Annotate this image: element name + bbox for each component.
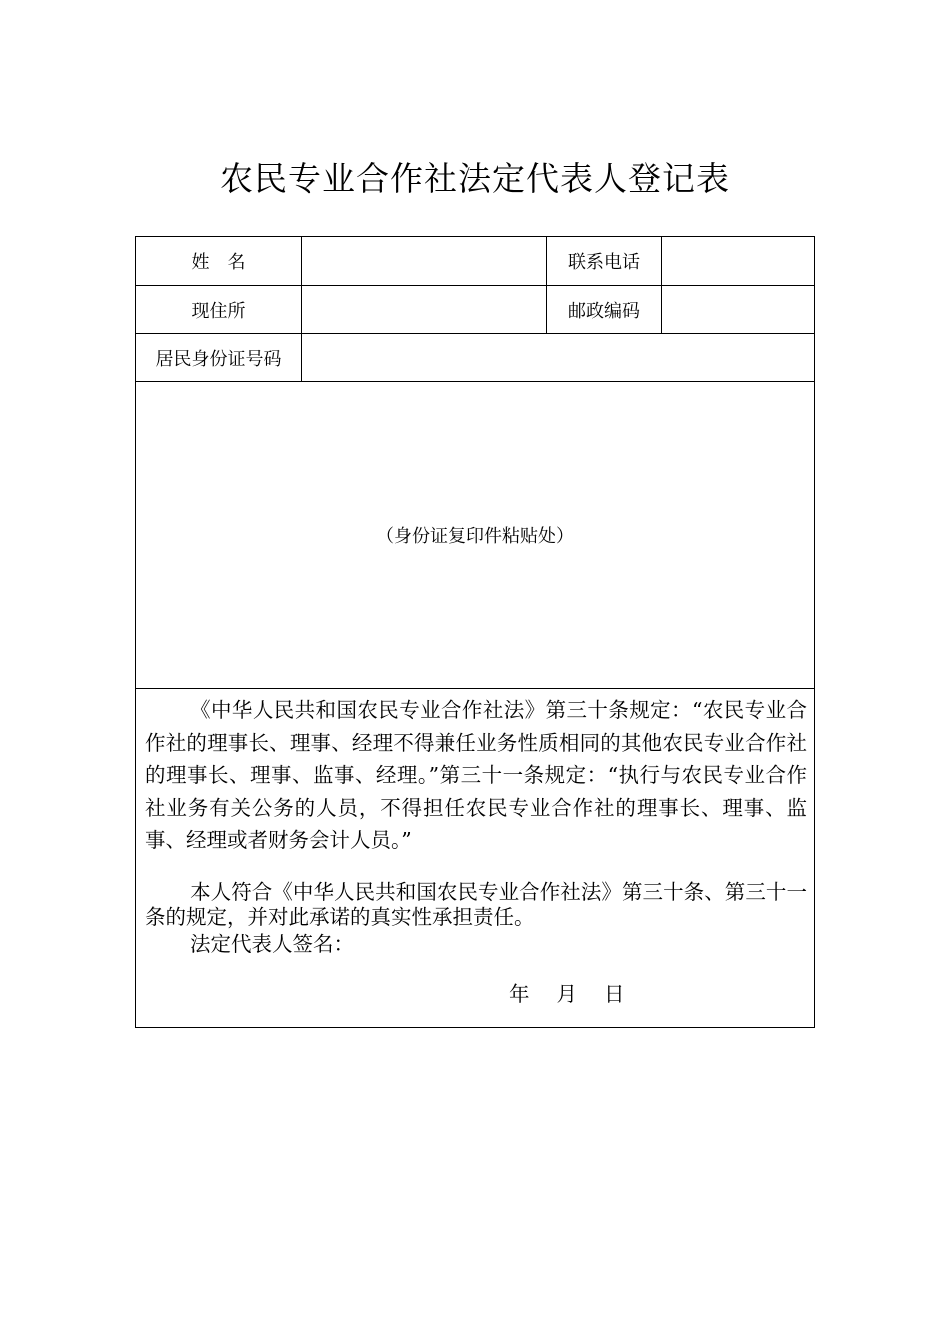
signature-label: 法定代表人签名： — [190, 932, 354, 956]
id-number-label: 居民身份证号码 — [155, 348, 282, 370]
address-label: 现住所 — [191, 300, 246, 322]
id-number-field[interactable] — [302, 334, 814, 381]
phone-field[interactable] — [662, 237, 814, 285]
pledge-statement: 本人符合《中华人民共和国农民专业合作社法》第三十条、第三十一条的规定，并对此承诺的真实性承担责任。 — [145, 880, 807, 929]
law-provision-text: 《中华人民共和国农民专业合作社法》第三十条规定：“农民专业合作社的理事长、理事、经理不得兼任业务性质相同的其他农民专业合作社的理事长、理事、监事、经理。”第三十一条规定：“执行与农民专业合作社业务有关公务的人员，不得担任农民专业合作社的理事长、理事、监事、经理或者财务会计人员。” — [145, 698, 807, 852]
name-field[interactable] — [302, 237, 546, 285]
id-copy-paste-area — [136, 382, 814, 688]
phone-label: 联系电话 — [568, 252, 640, 273]
row-divider — [136, 688, 814, 689]
page-title: 农民专业合作社法定代表人登记表 — [220, 159, 730, 198]
name-label: 姓 名 — [191, 252, 246, 273]
id-copy-placeholder: （身份证复印件粘贴处） — [376, 526, 574, 547]
postcode-field[interactable] — [662, 286, 814, 333]
postcode-label: 邮政编码 — [568, 300, 640, 322]
address-field[interactable] — [302, 286, 546, 333]
registration-form — [135, 236, 815, 1028]
date-line: 年 月 日 — [509, 982, 625, 1006]
